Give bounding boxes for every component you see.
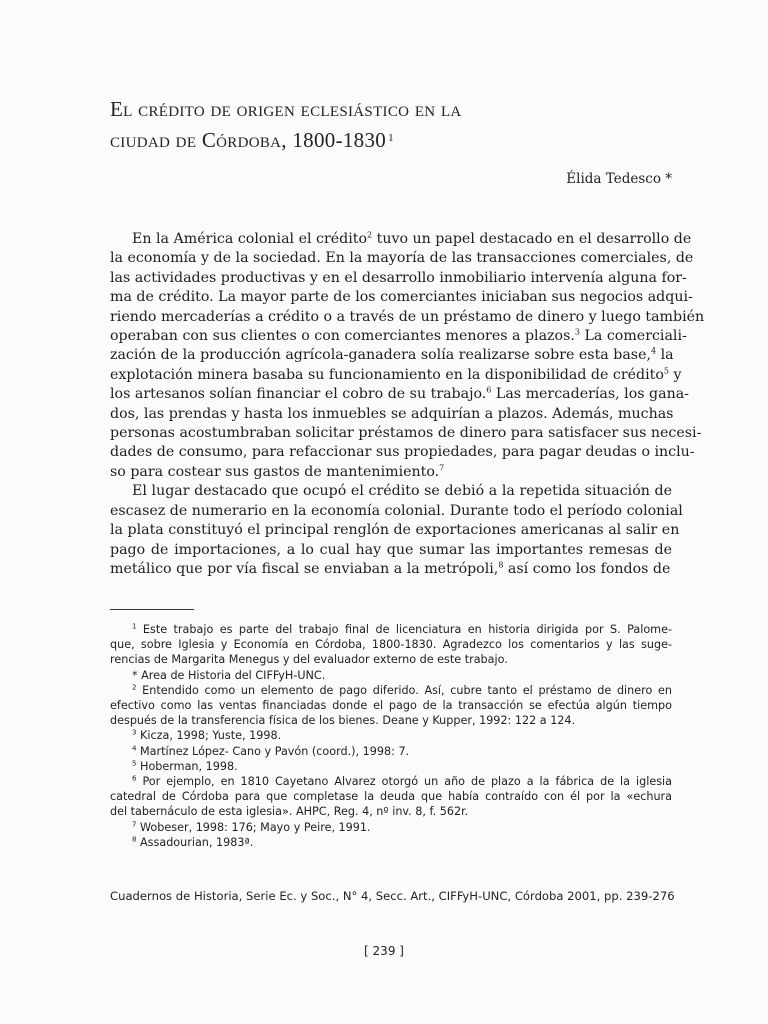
footnote-line	[110, 789, 672, 804]
footnote-line	[110, 683, 672, 698]
body-line	[110, 463, 672, 482]
body-text-run: la economía y de la sociedad. En la mayoría de las transacciones comerciales, de	[110, 250, 694, 267]
footnote-mark: 7	[132, 819, 137, 828]
body-text-run: zación de la producción agrícola-ganadera solía realizarse sobre esta base,	[110, 347, 651, 364]
footnote-text: que, sobre Iglesia y Economía en Córdoba, 1800-1830. Agradezco los comentarios y las suge-	[110, 638, 672, 652]
footnote-separator	[110, 609, 194, 610]
footnote-reference[interactable]: 8	[498, 560, 504, 570]
body-text-run: pago de importaciones, a lo cual hay que sumar las importantes remesas de	[110, 541, 672, 558]
title-line-2-text: ciudad de Córdoba, 1800-1830	[110, 128, 387, 152]
footnote-line	[110, 728, 672, 743]
footnote-mark: 4	[132, 743, 137, 752]
footnote-line	[110, 744, 672, 759]
footnote-line	[110, 713, 672, 728]
footnote-text: Por ejemplo, en 1810 Cayetano Alvarez otorgó un año de plazo a la fábrica de la iglesia	[142, 775, 672, 789]
footnote-line	[110, 698, 672, 713]
body-line	[110, 385, 689, 404]
footnote-text: Kicza, 1998; Yuste, 1998.	[140, 729, 282, 743]
body-text-run: y	[669, 366, 682, 383]
body-line	[110, 405, 672, 424]
body-line	[110, 327, 687, 346]
body-line	[110, 482, 672, 501]
footnote-mark: 6	[132, 774, 137, 783]
footnote-line	[110, 820, 672, 835]
footnote-text: efectivo como las ventas financiadas donde el pago de la transacción se efectúa algún tiempo	[110, 699, 672, 713]
footnote-line	[110, 622, 672, 637]
footnote-line	[110, 804, 672, 819]
page-number: [ 239 ]	[364, 944, 404, 958]
footnote-text: Este trabajo es parte del trabajo final de licenciatura en historia dirigida por S. Palome-	[142, 623, 672, 636]
body-line	[110, 521, 680, 540]
body-line	[110, 366, 682, 385]
body-line	[110, 346, 672, 365]
footnote-text: rencias de Margarita Menegus y del evaluador externo de este trabajo.	[110, 653, 508, 667]
footnote-text: Martínez López- Cano y Pavón (coord.), 1998: 7.	[140, 744, 410, 758]
footnote-text: Area de Historia del CIFFyH-UNC.	[141, 668, 326, 682]
title-line-1: El crédito de origen eclesiástico en la	[110, 97, 462, 121]
body-text-run: ma de crédito. La mayor parte de los comerciantes iniciaban sus negocios adqui-	[110, 289, 693, 306]
footnote-mark: 1	[132, 622, 137, 631]
body-line	[110, 308, 705, 327]
journal-citation: Cuadernos de Historia, Serie Ec. y Soc., N° 4, Secc. Art., CIFFyH-UNC, Córdoba 2001, pp. 239-276	[110, 889, 675, 903]
body-line	[110, 424, 702, 443]
footnote-text: Wobeser, 1998: 176; Mayo y Peire, 1991.	[140, 820, 371, 834]
footnote-reference[interactable]: 4	[651, 346, 657, 356]
body-text-run: Las mercaderías, los gana-	[491, 386, 689, 403]
body-line	[110, 541, 672, 560]
body-line	[110, 249, 694, 268]
body-text-run: la	[656, 347, 674, 364]
author-name: Élida Tedesco *	[566, 171, 672, 187]
body-text-run: metálico que por vía fiscal se enviaban a la metrópoli,	[110, 560, 499, 577]
footnote-text: catedral de Córdoba para que completase la deuda que había contraído con él por la «echura	[110, 790, 672, 804]
footnote-line	[110, 835, 672, 850]
body-text-run: la plata constituyó el principal renglón de exportaciones americanas al salir en	[110, 522, 680, 539]
footnote-text: Hoberman, 1998.	[140, 759, 238, 773]
body-text-run: escasez de numerario en la economía colonial. Durante todo el período colonial	[110, 502, 683, 519]
footnote-line	[110, 637, 672, 652]
body-text-run: El lugar destacado que ocupó el crédito se debió a la repetida situación de	[132, 483, 672, 500]
body-text-run: operaban con sus clientes o con comerciantes menores a plazos.	[110, 328, 575, 345]
footnote-text: Assadourian, 1983ª.	[140, 835, 254, 849]
footnote-mark: 3	[132, 728, 137, 737]
footnote-reference[interactable]: 7	[439, 463, 445, 473]
body-line	[110, 443, 695, 462]
footnote-text: Entendido como un elemento de pago diferido. Así, cubre tanto el préstamo de dinero en	[142, 683, 672, 697]
footnote-line	[110, 774, 672, 789]
footnote-reference[interactable]: 5	[663, 366, 669, 376]
body-text-run: los artesanos solían financiar el cobro de su trabajo.	[110, 386, 487, 403]
body-text-run: explotación minera basaba su funcionamiento en la disponibilidad de crédito	[110, 366, 664, 383]
body-text-run: tuvo un papel destacado en el desarrollo de	[372, 231, 692, 247]
footnote-text: del tabernáculo de esta iglesia». AHPC, Reg. 4, nº inv. 8, f. 562r.	[110, 805, 469, 819]
body-text-run: personas acostumbraban solicitar préstamos de dinero para satisfacer sus necesi-	[110, 425, 702, 442]
body-text-run: las actividades productivas y en el desarrollo inmobiliario intervenía alguna for-	[110, 269, 687, 286]
body-text-run: dades de consumo, para refaccionar sus propiedades, para pagar deudas o inclu-	[110, 444, 695, 461]
footnote-mark: 5	[132, 759, 137, 768]
footnote-mark: *	[132, 668, 138, 682]
body-text-run: so para costear sus gastos de mantenimiento.	[110, 463, 440, 480]
body-text-run: así como los fondos de	[503, 560, 671, 577]
title-line-2	[110, 125, 670, 156]
footnote-reference[interactable]: 2	[367, 230, 373, 240]
title-footnote-mark: 1	[388, 132, 394, 144]
footnotes	[110, 622, 672, 850]
footnote-reference[interactable]: 3	[574, 327, 580, 337]
footnote-line	[110, 668, 672, 683]
footnote-mark: 8	[132, 835, 137, 844]
footnote-line	[110, 652, 672, 667]
body-line	[110, 560, 672, 579]
body-text	[110, 230, 705, 579]
body-text-run: En la América colonial el crédito	[132, 231, 368, 247]
body-line	[110, 269, 687, 288]
body-text-run: La comerciali-	[579, 328, 687, 345]
footnote-reference[interactable]: 6	[486, 385, 492, 395]
footnote-mark: 2	[132, 683, 137, 692]
body-text-run: riendo mercaderías a crédito o a través de un préstamo de dinero y luego también	[110, 308, 705, 325]
body-text-run: dos, las prendas y hasta los inmuebles se adquirían a plazos. Además, muchas	[110, 405, 674, 422]
body-line	[110, 288, 693, 307]
footnote-text: después de la transferencia física de los bienes. Deane y Kupper, 1992: 122 a 124.	[110, 714, 576, 728]
body-line	[110, 230, 692, 249]
article-title	[110, 94, 670, 156]
footnote-line	[110, 759, 672, 774]
body-line	[110, 502, 683, 521]
